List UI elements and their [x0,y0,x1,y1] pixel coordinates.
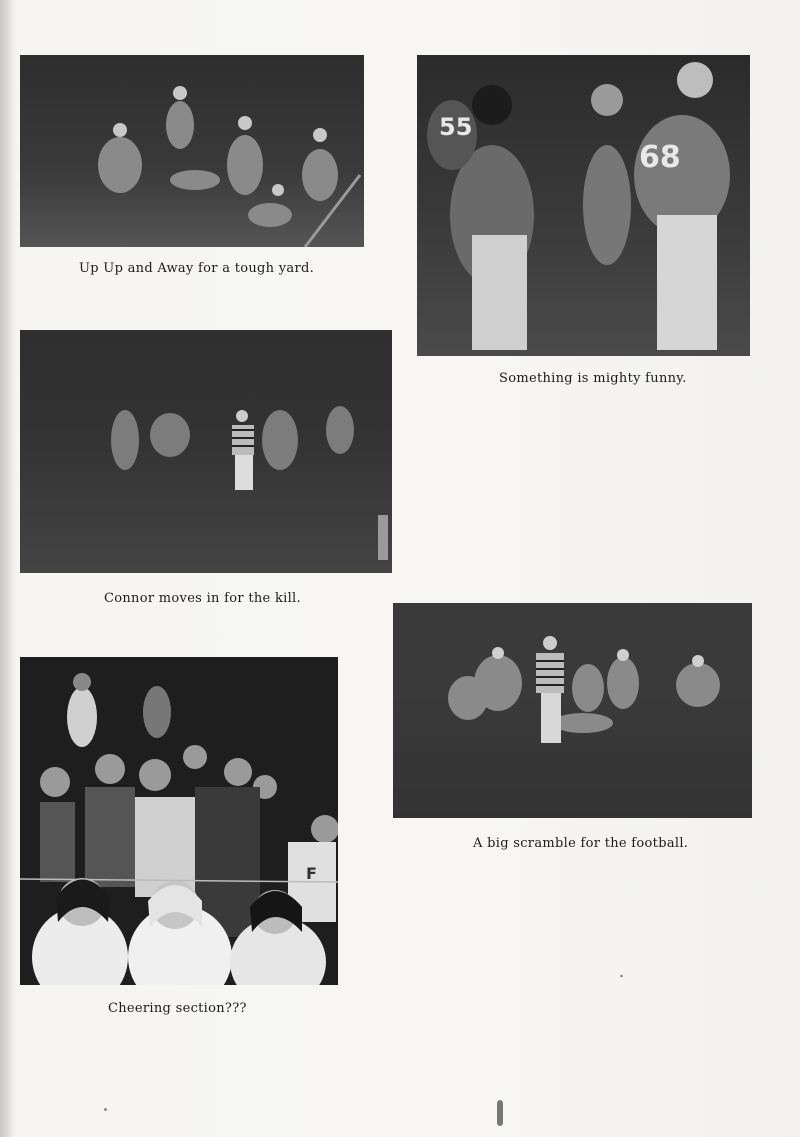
caption-players-laughing: Something is mighty funny. [499,371,687,386]
photo-cheering-section [20,657,338,985]
paper-speck [497,1100,503,1126]
caption-scramble: A big scramble for the football. [473,836,689,851]
photo-tackle [20,55,364,247]
photo-players-laughing [417,55,750,356]
photo-play-referee [20,330,392,573]
caption-tackle: Up Up and Away for a tough yard. [79,261,315,276]
photo-scramble [393,603,752,818]
caption-cheering-section: Cheering section??? [108,1001,247,1016]
paper-speck [104,1108,107,1111]
caption-play-referee: Connor moves in for the kill. [104,591,301,606]
jersey-number-68: 68 [639,140,681,175]
jersey-number-55: 55 [439,113,473,141]
shirt-letter: F [306,864,317,883]
paper-speck [620,975,623,977]
binding-shadow [0,0,14,1137]
